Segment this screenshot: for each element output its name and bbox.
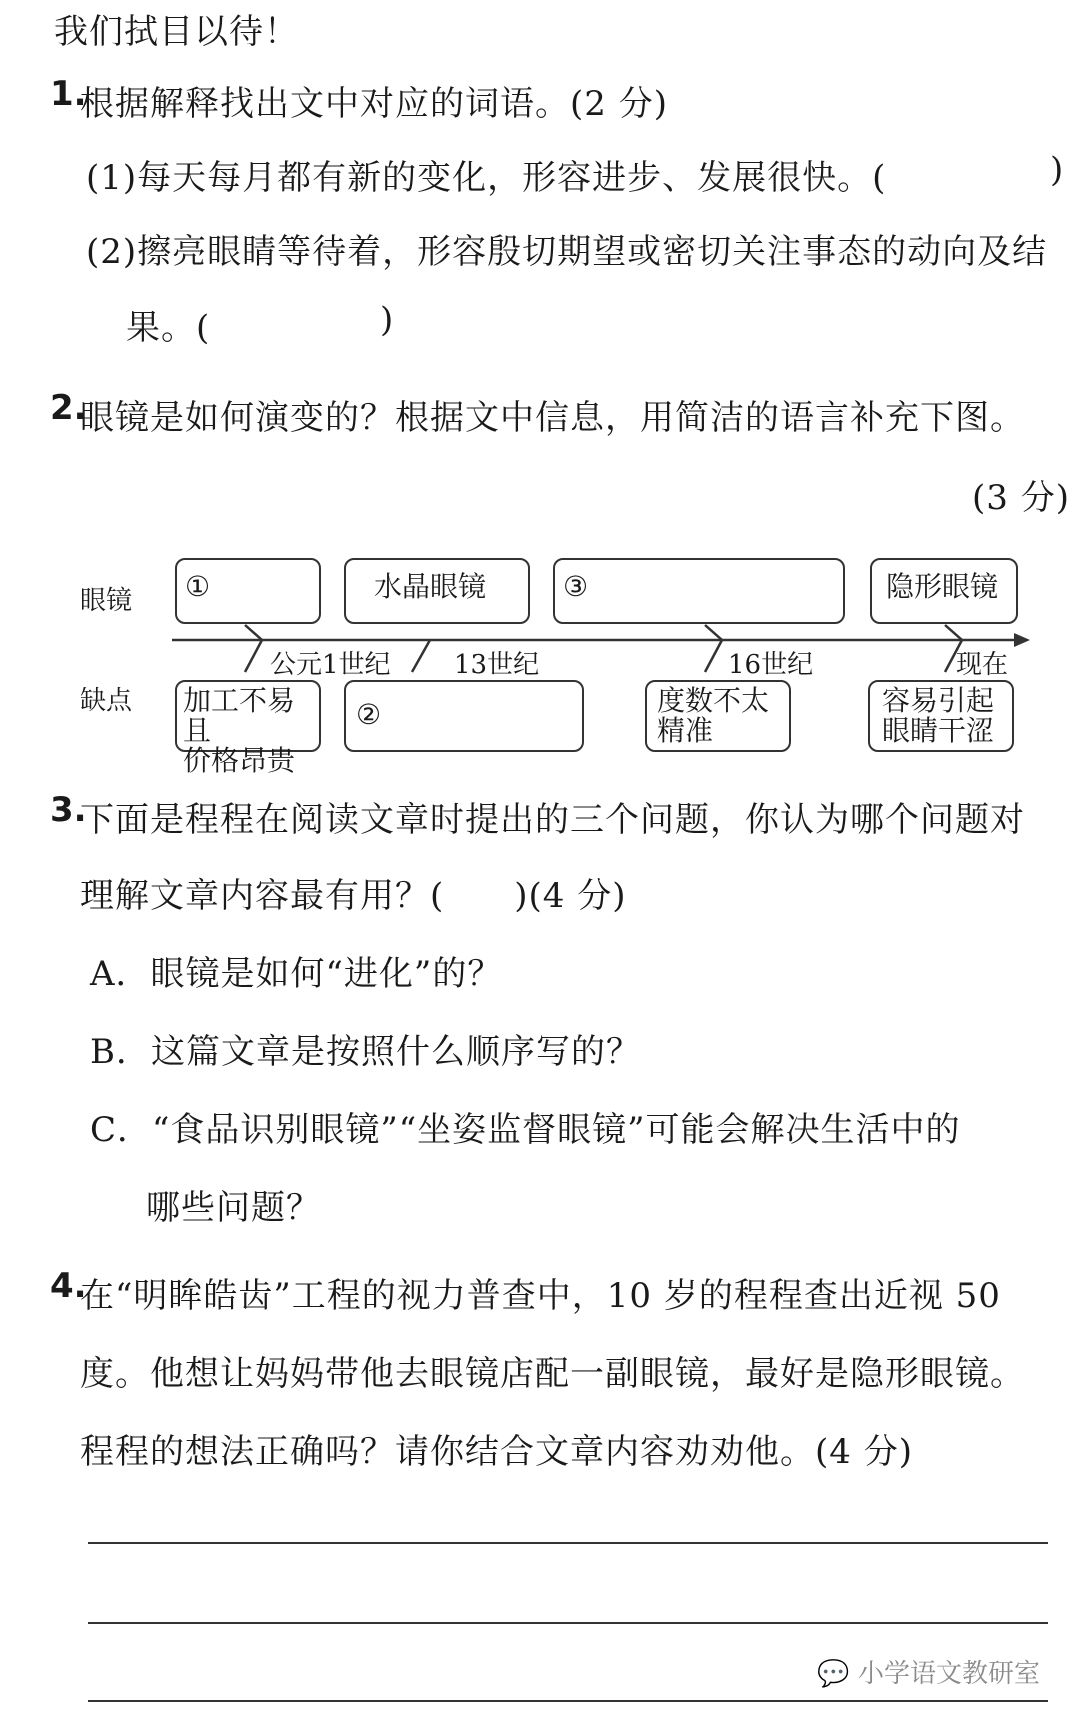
q2-text: 眼镜是如何演变的？根据文中信息，用简洁的语言补充下图。	[80, 398, 1025, 438]
watermark-text: 小学语文教研室	[857, 1659, 1040, 1689]
q1-item2-line2: 果。(	[126, 308, 211, 348]
q1-number: 1.	[50, 74, 87, 114]
answer-line-3[interactable]	[88, 1700, 1048, 1702]
q3-line1: 下面是程程在阅读文章时提出的三个问题，你认为哪个问题对	[80, 800, 1025, 840]
timeline-time-4: 现在	[956, 650, 1009, 680]
timeline-top-box-4: 隐形眼镜	[870, 558, 1018, 624]
timeline-time-3: 16世纪	[728, 650, 814, 680]
answer-line-2[interactable]	[88, 1622, 1048, 1624]
timeline-bottom-box-1: 加工不易且 价格昂贵	[175, 680, 321, 752]
timeline-top-box-1: ①	[175, 558, 321, 624]
timeline-bottom-box-2: ②	[344, 680, 584, 752]
q3-line2: 理解文章内容最有用？( )(4 分)	[80, 876, 627, 916]
q3-option-c-line2: 哪些问题？	[146, 1188, 321, 1228]
q4-number: 4.	[50, 1266, 87, 1306]
q1-item2-line1: (2)擦亮眼睛等待着，形容殷切期望或密切关注事态的动向及结	[86, 232, 1048, 272]
q3-option-b: B．这篇文章是按照什么顺序写的？	[90, 1032, 641, 1072]
timeline-time-2: 13世纪	[454, 650, 540, 680]
q1-item1: (1)每天每月都有新的变化，形容进步、发展很快。(	[86, 158, 887, 198]
q3-option-c-line1: C．“食品识别眼镜”“坐姿监督眼镜”可能会解决生活中的	[90, 1110, 961, 1150]
answer-line-1[interactable]	[88, 1542, 1048, 1544]
timeline-time-1: 公元1世纪	[270, 650, 391, 680]
timeline-top-box-3: ③	[553, 558, 845, 624]
q1-text: 根据解释找出文中对应的词语。(2 分)	[80, 84, 668, 124]
q3-number: 3.	[50, 790, 87, 830]
wechat-icon: 💬	[817, 1659, 858, 1689]
q4-line1: 在“明眸皓齿”工程的视力普查中，10 岁的程程查出近视 50	[80, 1276, 1001, 1316]
row-label-defects: 缺点	[80, 686, 133, 716]
q1-item2-close: )	[380, 300, 395, 340]
timeline-axis	[0, 0, 1080, 760]
row-label-glasses: 眼镜	[80, 586, 133, 616]
q3-option-a: A．眼镜是如何“进化”的？	[90, 954, 503, 994]
intro-text: 我们拭目以待！	[54, 12, 299, 52]
timeline-bottom-box-3: 度数不太 精准	[645, 680, 791, 752]
q4-line2: 度。他想让妈妈带他去眼镜店配一副眼镜，最好是隐形眼镜。	[80, 1354, 1025, 1394]
q1-item1-close: )	[1050, 150, 1065, 190]
q2-score: (3 分)	[972, 478, 1070, 518]
timeline-bottom-box-4: 容易引起 眼睛干涩	[868, 680, 1014, 752]
q2-number: 2.	[50, 388, 87, 428]
timeline-top-box-2: 水晶眼镜	[344, 558, 530, 624]
q4-line3: 程程的想法正确吗？请你结合文章内容劝劝他。(4 分)	[80, 1432, 913, 1472]
watermark	[817, 1653, 1040, 1690]
